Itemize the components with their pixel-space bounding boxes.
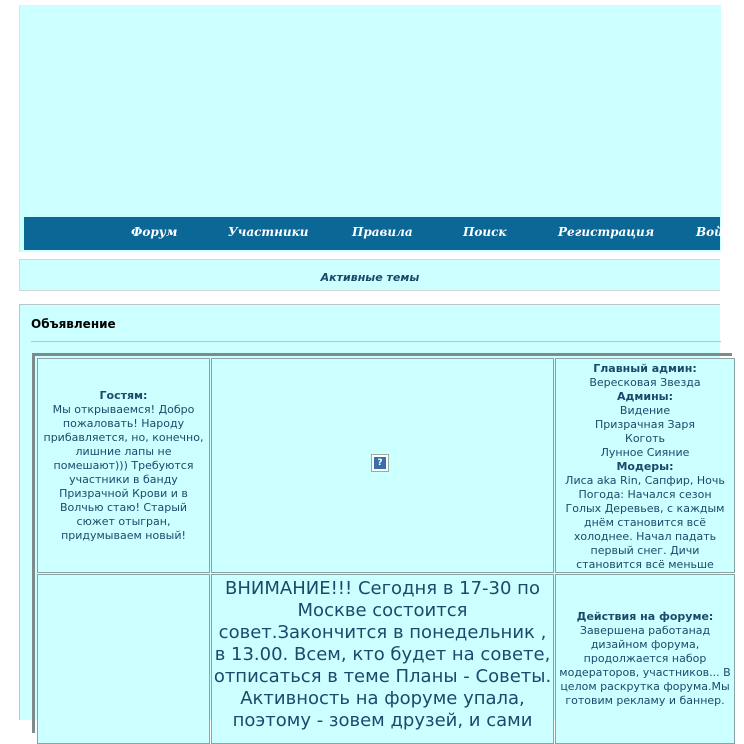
announcement-block	[19, 304, 731, 731]
weather-line: становится всё меньше	[576, 558, 714, 571]
guests-heading: Гостям:	[99, 389, 148, 402]
weather-line: Голых Деревьев, с каждым	[565, 502, 725, 515]
moderators-names: Лиса aka Rin, Сапфир, Ночь	[565, 474, 725, 487]
nav-login[interactable]: Войти	[696, 225, 744, 239]
nav-search[interactable]: Поиск	[463, 225, 507, 239]
announcement-table	[32, 353, 732, 733]
moderators-label: Модеры:	[616, 460, 674, 473]
active-topics-bar	[19, 259, 720, 291]
admin-name: Видение	[619, 404, 671, 417]
notice-cell	[211, 574, 554, 744]
admin-name: Коготь	[625, 432, 665, 445]
nav-register[interactable]: Регистрация	[558, 225, 655, 239]
active-topics-link[interactable]: Активные темы	[320, 271, 420, 284]
weather-line: первый снег. Дичи	[590, 544, 700, 557]
divider	[31, 341, 721, 342]
main-admin-name: Вересковая Звезда	[589, 376, 701, 389]
guests-cell	[37, 358, 210, 573]
main-admin-label: Главный админ:	[593, 362, 697, 375]
broken-image-icon: ?	[371, 454, 389, 472]
announcement-title: Объявление	[31, 317, 116, 331]
image-cell	[211, 358, 554, 573]
admins-label: Админы:	[616, 390, 674, 403]
guests-text: Мы открываемся! Добро пожаловать! Народу прибавляется, но, конечно, лишние лапы не помешают))) Требуются участники в банду Призрачной Крови и в Волчью стаю! Старый сюжет отыгран, придумываем новый!	[43, 403, 204, 542]
main-nav	[24, 217, 744, 250]
forum-header-banner	[19, 5, 721, 252]
weather-line: Погода: Начался сезон	[578, 488, 712, 501]
nav-forum[interactable]: Форум	[131, 225, 178, 239]
weather-line: днём становится всё	[584, 516, 706, 529]
forum-actions-text: Завершена работанад дизайном форума, продолжается набор модераторов, участников... В целом раскрутка форума.Мы готовим рекламу и баннер.	[559, 624, 731, 707]
nav-rules[interactable]: Правила	[352, 225, 413, 239]
staff-cell	[555, 358, 735, 573]
attention-notice: ВНИМАНИЕ!!! Сегодня в 17-30 по Москве состоится совет.Закончится в понедельник , в 13.00. Всем, кто будет на совете, отписаться в теме Планы - Советы. Активность на форуме упала, поэтому - зовем друзей, и сами	[213, 578, 552, 731]
forum-actions-cell	[555, 574, 735, 744]
empty-cell	[37, 574, 210, 744]
nav-members[interactable]: Участники	[228, 225, 309, 239]
admin-name: Лунное Сияние	[600, 446, 690, 459]
weather-line: холоднее. Начал падать	[573, 530, 717, 543]
admin-name: Призрачная Заря	[595, 418, 695, 431]
forum-actions-label: Действия на форуме:	[576, 610, 714, 623]
